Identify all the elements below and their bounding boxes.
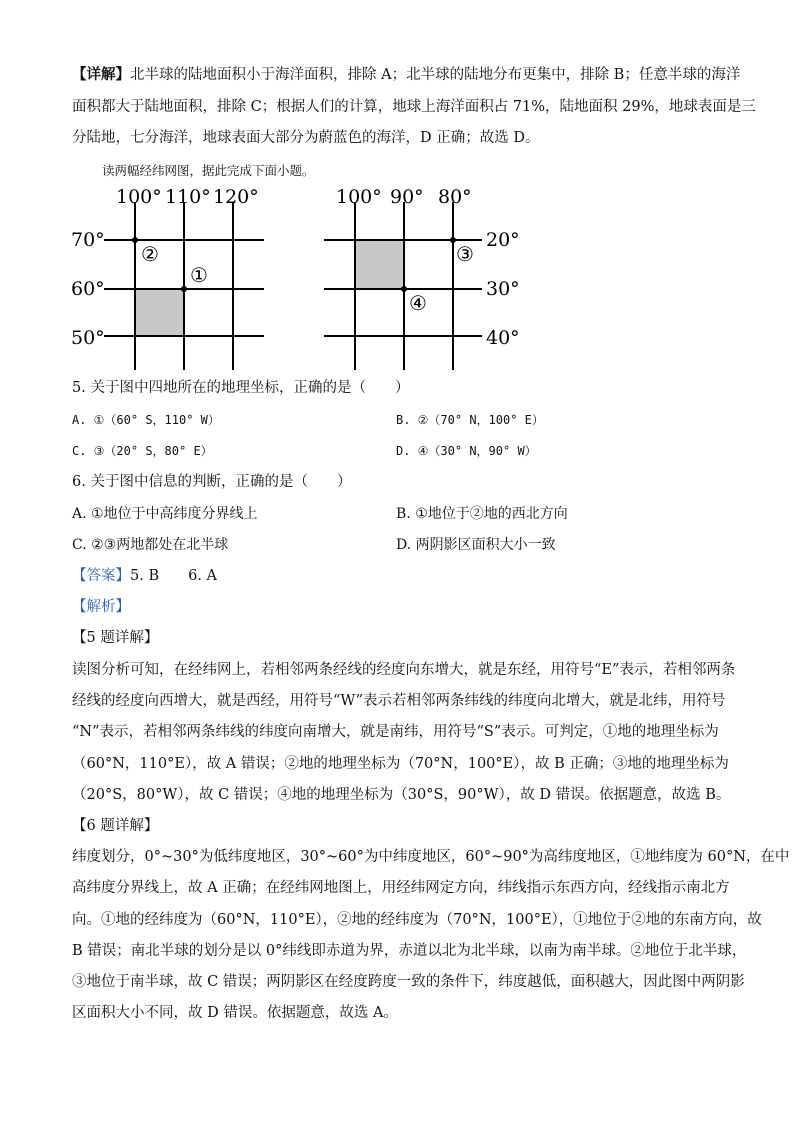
prev-explanation-text-1: 北半球的陆地面积小于海洋面积，排除 A；北半球的陆地分布更集中，排除 B；任意半球的海洋 — [130, 67, 741, 83]
right-top-label-3: 80° — [438, 186, 472, 208]
q5-option-d-text: D. ④（30° N，90° W） — [396, 444, 537, 458]
q5-option-c[interactable] — [72, 441, 213, 461]
d6-tag: 【6 题详解】 — [72, 818, 159, 834]
left-side-label-3: 50° — [71, 327, 105, 349]
q5-option-b[interactable] — [396, 410, 544, 430]
d5-line-5: （20°S，80°W），故 C 错误；④地的地理坐标为（30°S，90°W），故 D 错误。依据题意，故选 B。 — [72, 787, 731, 803]
figure-intro: 读两幅经纬网图，据此完成下面小题。 — [102, 163, 315, 178]
left-side-label-2: 60° — [71, 278, 105, 300]
d5-line-3: “N”表示，若相邻两条纬线的纬度向南增大，就是南纬，用符号“S”表示。可判定，①地的地理坐标为 — [72, 724, 719, 740]
q5-option-a[interactable] — [72, 410, 220, 430]
right-top-label-1: 100° — [336, 186, 382, 208]
right-top-label-2: 90° — [390, 186, 424, 208]
right-side-label-2: 30° — [486, 278, 520, 300]
prev-explanation-line-2: 面积都大于陆地面积，排除 C；根据人们的计算，地球上海洋面积占 71%，陆地面积 29%，地球表面是三 — [72, 99, 756, 115]
d6-line-6: 区面积大小不同，故 D 错误。依据题意，故选 A。 — [72, 1005, 398, 1021]
right-point-label-4: ④ — [409, 291, 427, 315]
q5-option-d[interactable] — [396, 441, 537, 461]
q6-stem: 6. 关于图中信息的判断，正确的是（ ） — [72, 474, 352, 490]
right-graticule — [324, 186, 520, 370]
q6-option-d[interactable]: D. 两阴影区面积大小一致 — [396, 537, 556, 553]
left-point-label-2: ② — [141, 242, 159, 266]
d6-line-5: ③地位于南半球，故 C 错误；两阴影区在经度跨度一致的条件下，纬度越低，面积越大，因此图中两阴影 — [72, 974, 745, 990]
right-point-label-3: ③ — [456, 242, 474, 266]
q5-stem: 5. 关于图中四地所在的地理坐标，正确的是（ ） — [72, 380, 410, 396]
left-top-label-1: 100° — [116, 186, 162, 208]
right-side-label-1: 20° — [486, 229, 520, 251]
prev-explanation-line-1 — [72, 65, 740, 85]
analysis-tag — [72, 597, 130, 617]
d6-line-4: B 错误；南北半球的划分是以 0°纬线即赤道为界，赤道以北为北半球，以南为南半球。②地位于北半球， — [72, 943, 747, 959]
right-point-4 — [401, 286, 407, 292]
answer-tag: 【答案】 — [72, 568, 130, 584]
q6-option-b[interactable]: B. ①地位于②地的西北方向 — [396, 506, 568, 522]
d5-tag: 【5 题详解】 — [72, 630, 159, 646]
analysis-tag-text: 【解析】 — [72, 599, 130, 615]
d5-line-1: 读图分析可知，在经纬网上，若相邻两条经线的经度向东增大，就是东经，用符号“E”表示，若相邻两条 — [72, 662, 736, 678]
q5-option-b-text: B. ②（70° N，100° E） — [396, 413, 544, 427]
prev-explanation-line-3: 分陆地，七分海洋，地球表面大部分为蔚蓝色的海洋，D 正确；故选 D。 — [72, 130, 540, 146]
right-side-label-3: 40° — [486, 327, 520, 349]
d6-line-1: 纬度划分，0°~30°为低纬度地区，30°~60°为中纬度地区，60°~90°为高纬度地区，①地纬度为 60°N，在中 — [72, 849, 790, 865]
answer-text: 5. B 6. A — [130, 568, 218, 584]
right-shaded-area — [355, 240, 404, 289]
answer-line — [72, 566, 217, 586]
d6-line-3: 向。①地的经纬度为（60°N，110°E），②地的经纬度为（70°N，100°E），①地位于②地的东南方向，故 — [72, 912, 762, 928]
d6-line-2: 高纬度分界线上，故 A 正确；在经纬网地图上，用经纬网定方向，纬线指示东西方向，经线指示南北方 — [72, 880, 730, 896]
q5-option-a-text: A. ①（60° S，110° W） — [72, 413, 220, 427]
d5-line-2: 经线的经度向西增大，就是西经，用符号“W”表示若相邻两条纬线的纬度向北增大，就是北纬，用符号 — [72, 693, 726, 709]
left-top-label-2: 110° — [165, 186, 211, 208]
detail-tag: 【详解】 — [72, 67, 130, 83]
left-point-1 — [181, 286, 187, 292]
left-side-label-1: 70° — [71, 229, 105, 251]
graticule-figure — [60, 180, 540, 372]
left-top-label-3: 120° — [213, 186, 259, 208]
left-graticule — [71, 186, 264, 370]
left-point-label-1: ① — [190, 263, 208, 287]
q6-option-c[interactable]: C. ②③两地都处在北半球 — [72, 537, 229, 553]
q5-option-c-text: C. ③（20° S，80° E） — [72, 444, 213, 458]
left-point-2 — [132, 237, 138, 243]
left-shaded-area — [135, 289, 184, 336]
d5-line-4: （60°N，110°E），故 A 错误；②地的地理坐标为（70°N，100°E），故 B 正确；③地的地理坐标为 — [72, 756, 729, 772]
q6-option-a[interactable]: A. ①地位于中高纬度分界线上 — [72, 506, 258, 522]
